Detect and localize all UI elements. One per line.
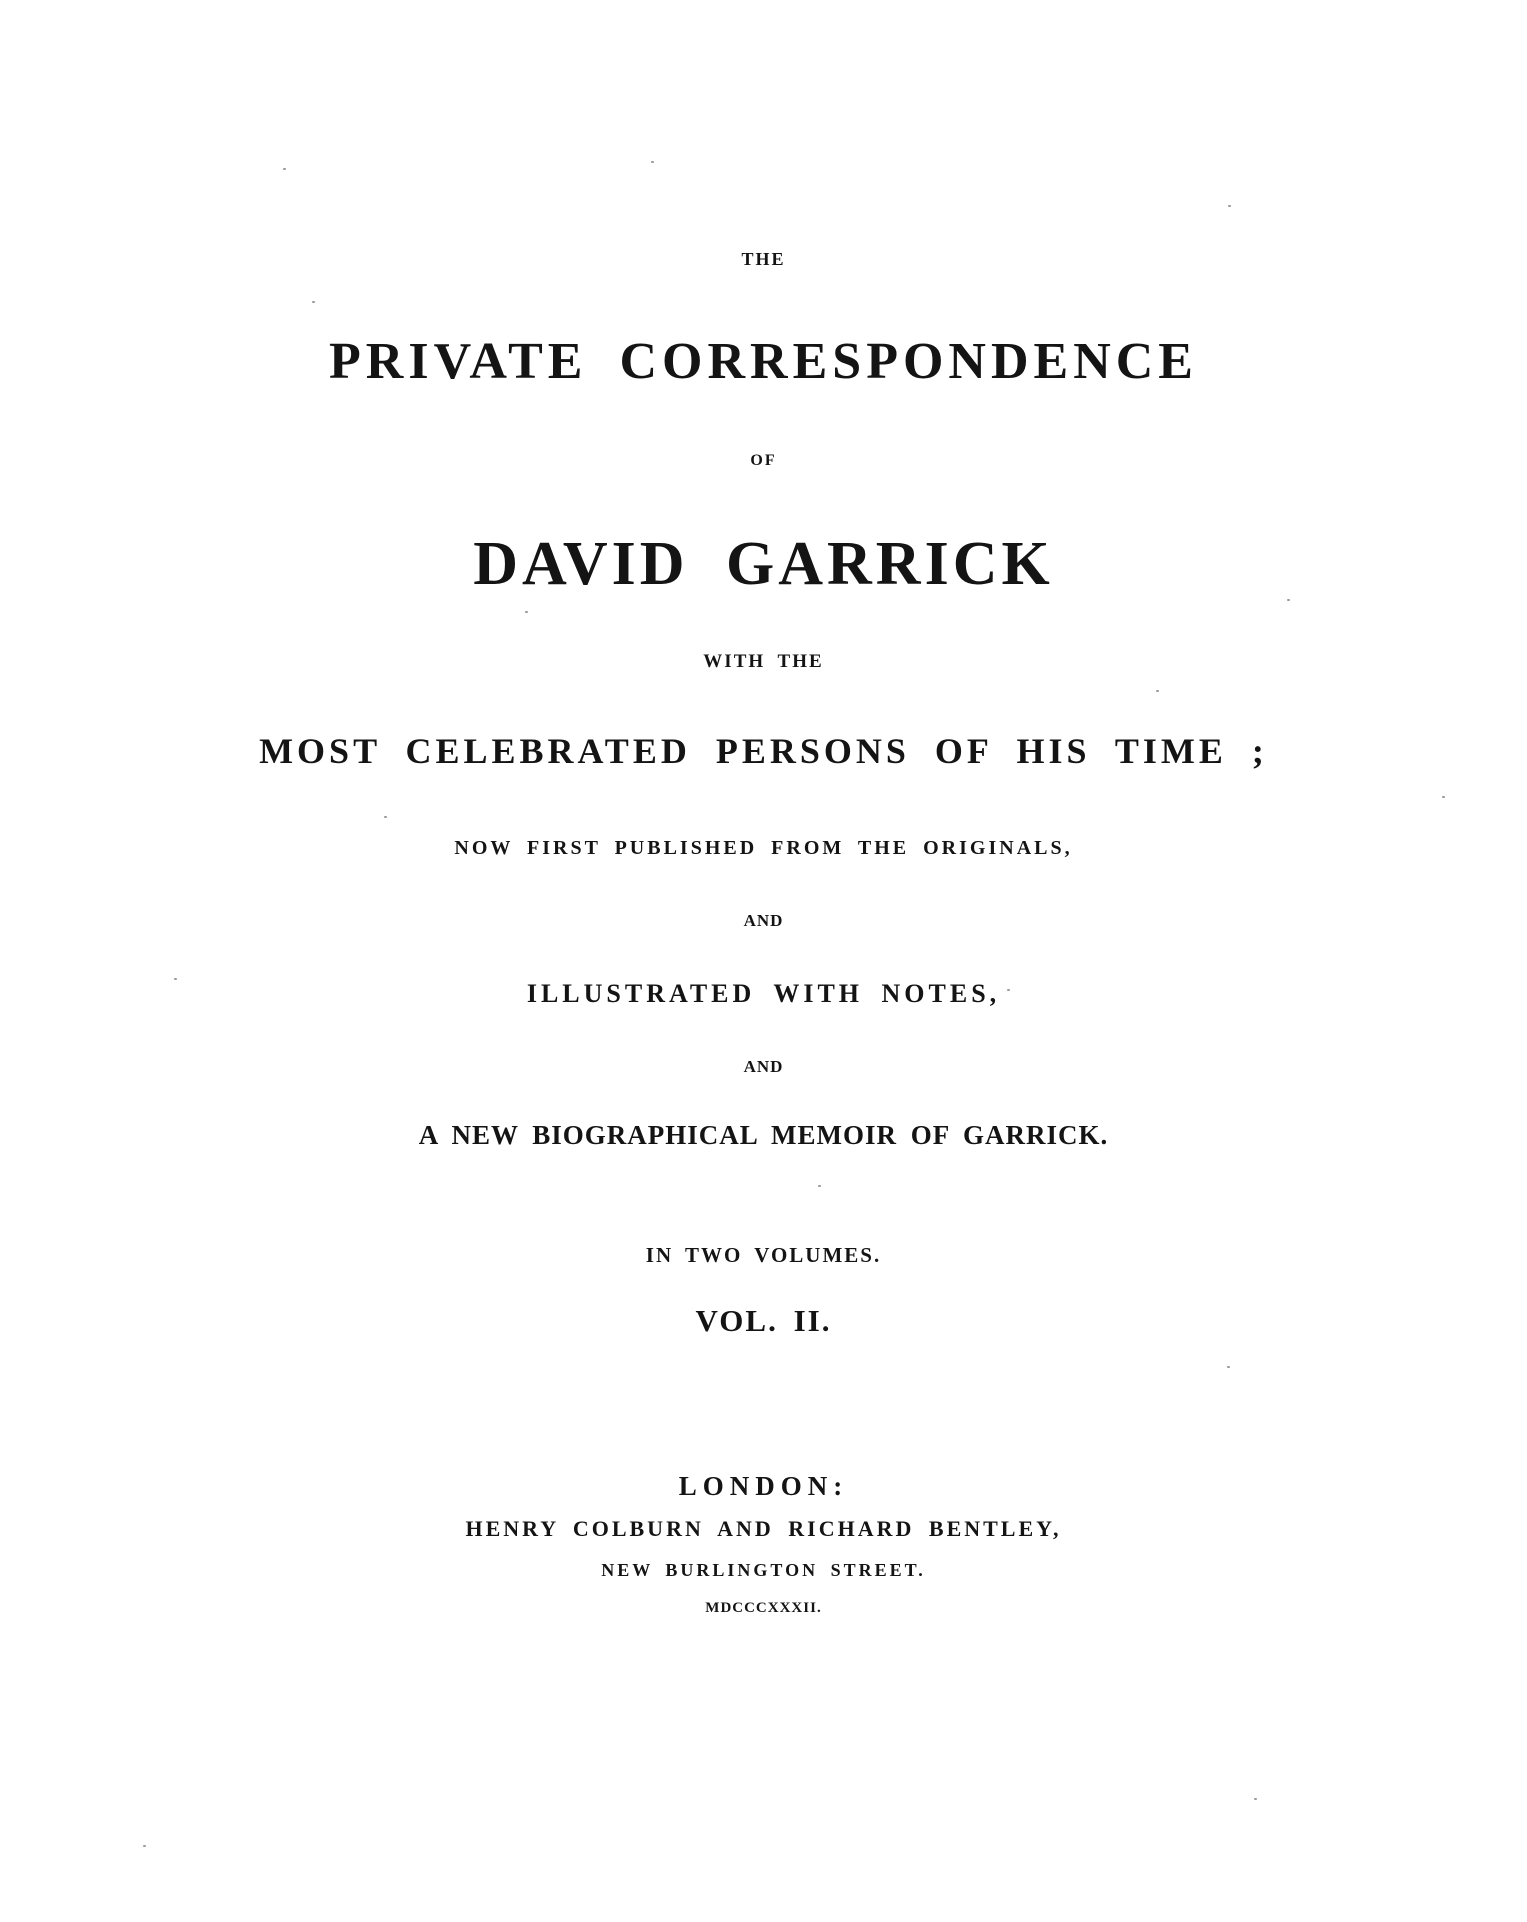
paper-speck xyxy=(312,301,315,303)
paper-speck xyxy=(818,1185,821,1187)
subject-name: DAVID GARRICK xyxy=(473,530,1054,598)
memoir-line: A NEW BIOGRAPHICAL MEMOIR OF GARRICK. xyxy=(418,1120,1109,1150)
paper-speck xyxy=(1227,1366,1230,1368)
imprint-city: LONDON: xyxy=(678,1471,849,1501)
paper-speck xyxy=(384,816,387,818)
title-the: THE xyxy=(741,249,786,269)
paper-speck xyxy=(1228,205,1231,207)
volume-number: VOL. II. xyxy=(695,1303,832,1338)
paper-speck xyxy=(651,161,654,163)
title-of: OF xyxy=(750,452,777,469)
paper-speck xyxy=(1442,796,1445,798)
paper-speck xyxy=(1156,690,1159,692)
paper-speck xyxy=(525,611,528,613)
main-title: PRIVATE CORRESPONDENCE xyxy=(329,333,1198,390)
with-the: WITH THE xyxy=(703,651,824,672)
and-connector-2: AND xyxy=(743,1057,784,1076)
and-connector-1: AND xyxy=(743,911,784,930)
persons-line: MOST CELEBRATED PERSONS OF HIS TIME ; xyxy=(259,731,1268,771)
paper-speck xyxy=(1254,1798,1257,1800)
paper-speck xyxy=(1287,599,1290,601)
paper-speck xyxy=(283,168,286,170)
illustrated-with-notes: ILLUSTRATED WITH NOTES, xyxy=(526,979,1001,1008)
paper-speck xyxy=(143,1845,146,1847)
imprint-street: NEW BURLINGTON STREET. xyxy=(601,1560,926,1580)
volumes-count: IN TWO VOLUMES. xyxy=(645,1243,882,1267)
imprint-publishers: HENRY COLBURN AND RICHARD BENTLEY, xyxy=(465,1516,1062,1541)
paper-speck xyxy=(174,978,177,980)
imprint-year: MDCCCXXXII. xyxy=(705,1600,822,1616)
paper-speck xyxy=(1007,989,1010,991)
now-first-published: NOW FIRST PUBLISHED FROM THE ORIGINALS, xyxy=(454,837,1073,859)
